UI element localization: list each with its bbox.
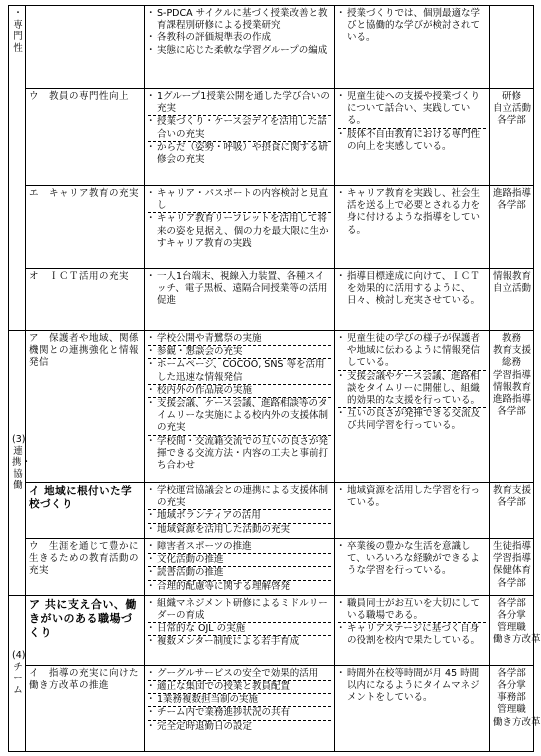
- note-line: 各学部: [497, 497, 526, 509]
- note-line: 管理職: [497, 704, 526, 716]
- list-item: ・ 職員同士がお互いを大切にしている職場である。: [338, 598, 486, 623]
- list-item: ・ キャリア教育を実践し、社会生活を送る上で必要とされる力を身に付けるような指導をしている。: [338, 188, 486, 237]
- note-cell: [490, 6, 534, 89]
- list-item: ・ 指導目標達成に向けて、ＩＣＴを効果的に活用するように、日々、検討し充実させている。: [338, 271, 486, 308]
- list-item: ・ 支援会議、ケース会議、進路相談等のタイムリーな実施による校内外の支援体制の充実: [148, 398, 331, 436]
- note-line: 進路指導: [493, 188, 532, 199]
- table-row: [9, 89, 534, 186]
- note-line: 情報教育: [493, 271, 532, 282]
- action-list: [148, 598, 331, 649]
- note-line: 各学部: [497, 406, 526, 418]
- note-line: 総務: [501, 357, 521, 369]
- evaluation-cell: [335, 6, 490, 89]
- action-list: [148, 271, 331, 308]
- list-item: ・ キャリア・パスポートの内容検討と見直し: [148, 188, 331, 213]
- evaluation-cell: [335, 665, 490, 751]
- list-item: ・ キャリア教育リーフレットを活用して将来の姿を見据え、個の力を最大限に生かすキャリア教育の実践: [148, 213, 331, 250]
- item-cell: ア 保護者や地域、関係機関との連携強化と情報発信: [26, 331, 145, 483]
- note-line: 働き方改革: [493, 716, 541, 728]
- table-row: [9, 483, 534, 539]
- note-cell: [490, 595, 541, 665]
- item-cell: ウ 生涯を通じて豊かに生きるための教育活動の充実: [26, 539, 145, 596]
- category-cell-expertise: [9, 6, 26, 331]
- note-line: 学習指導: [493, 369, 532, 381]
- evaluation-cell: [335, 595, 490, 665]
- item-cell: ウ 教員の専門性向上: [26, 89, 145, 186]
- list-item: ・ キャリアステージに基づく自身の役割を校内で果たしている。: [338, 623, 486, 647]
- actions-cell: [145, 6, 335, 89]
- list-item: ・ 障害者スポーツの推進: [148, 541, 331, 554]
- action-list: [148, 541, 331, 593]
- item-cell: オ ＩＣＴ活用の充実: [26, 269, 145, 331]
- note-line: 保健体育: [493, 565, 532, 577]
- note-line: 働き方改革: [493, 634, 541, 646]
- note-line: 情報教育: [493, 381, 532, 393]
- table-row: [9, 6, 534, 89]
- list-item: ・ 1業務複数担当制の実施: [148, 694, 331, 707]
- list-item: ・ 学校間・交流籍交流での互いの良さが発揮できる交流方法・内容の工夫と事前打ち合わせ: [148, 436, 331, 473]
- list-item: ・ 地域ボランティアの活用: [148, 510, 331, 523]
- action-list: [148, 91, 331, 166]
- list-item: ・ 合理的配慮等に関する理解啓発: [148, 581, 331, 593]
- list-item: ・ 実態に応じた柔軟な学習グループの編成: [148, 45, 331, 57]
- list-item: ・ 学校公開や青鷺祭の実施: [148, 333, 331, 346]
- list-item: ・ 複数メンター制度による若手育成: [148, 636, 331, 648]
- table-row: [9, 269, 534, 331]
- list-item: ・ グーグルサービスの安全で効果的活用: [148, 668, 331, 681]
- evaluation-list: [338, 668, 486, 705]
- action-list: [148, 668, 331, 733]
- list-item: ・ 互いの良さが発揮できる交流及び共同学習を行っている。: [338, 408, 486, 432]
- note-cell: [490, 89, 534, 186]
- evaluation-list: [338, 271, 486, 308]
- list-item: ・ 授業づくり・ケース会デイを活用した話合いの充実: [148, 116, 331, 141]
- action-list: [148, 485, 331, 536]
- table-row: [9, 331, 534, 483]
- list-item: ・ 文化活動の推進: [148, 554, 331, 567]
- list-item: ・ 地域資源を活用した学習を行っている。: [338, 485, 486, 509]
- list-item: ・ 支援会議やケース会議、進路相談をタイムリーに開催し、組織的効果的な支援を行っている。: [338, 371, 486, 409]
- evaluation-cell: [335, 89, 490, 186]
- note-line: 学習指導: [493, 553, 532, 565]
- table-row: [9, 595, 534, 665]
- note-line: 生徒指導: [493, 541, 532, 552]
- note-line: 教育支援: [493, 485, 532, 496]
- note-line: 自立活動: [493, 103, 532, 115]
- actions-cell: [145, 186, 335, 269]
- list-item: ・ S-PDCA サイクルに基づく授業改善と教育課程別研修による授業研究: [148, 8, 331, 32]
- action-list: [148, 333, 331, 472]
- list-item: ・ 卒業後の豊かな生活を意識して、いろいろな経験ができるような学習を行っている。: [338, 541, 486, 578]
- note-cell: [490, 539, 534, 596]
- evaluation-cell: [335, 186, 490, 269]
- note-line: 各学部: [497, 200, 526, 212]
- actions-cell: [145, 269, 335, 331]
- list-item: ・ 授業づくりでは、個別最適な学びと協働的な学びが検討されている。: [338, 8, 486, 45]
- list-item: ・ チーム内で業務進捗状況の共有: [148, 707, 331, 720]
- list-item: ・ からだ（姿勢・呼吸）や摂食に関する研修会の充実: [148, 142, 331, 166]
- evaluation-list: [338, 598, 486, 648]
- list-item: ・ 時間外在校等時間が月 45 時間以内になるようにタイムマネジメントをしている。: [338, 668, 486, 705]
- list-item: ・ 読書活動の推進: [148, 567, 331, 580]
- note-line: 各学部: [497, 115, 526, 127]
- list-item: ・ 日常的な OJL の実施: [148, 623, 331, 636]
- evaluation-cell: [335, 269, 490, 331]
- note-line: 各分掌: [497, 680, 526, 692]
- evaluation-list: [338, 485, 486, 509]
- list-item: ・ 校内外の作品展の実施: [148, 385, 331, 398]
- category-cell-collaboration: [9, 331, 32, 596]
- note-cell: [490, 331, 534, 483]
- list-item: ・ 地域資源を活用した活動の充実: [148, 524, 331, 536]
- item-cell: イ 指導の充実に向けた働き方改革の推進: [26, 665, 145, 751]
- list-item: ・ 児童生徒の学びの様子が保護者や地域に伝わるように情報発信している。: [338, 333, 486, 371]
- evaluation-cell: [335, 539, 490, 596]
- actions-cell: [145, 89, 335, 186]
- note-cell: [490, 665, 541, 751]
- table-row: [9, 186, 534, 269]
- list-item: ・ 参観・懇談会の充実: [148, 346, 331, 359]
- note-line: 管理職: [497, 622, 526, 634]
- note-cell: [490, 186, 534, 269]
- list-item: ・ ホームページ、COCOO, SNS 等を活用した迅速な情報発信: [148, 359, 331, 384]
- evaluation-list: [338, 541, 486, 578]
- item-cell: [26, 6, 145, 89]
- list-item: ・ 学校運営協議会との連携による支援体制の充実: [148, 485, 331, 510]
- evaluation-list: [338, 333, 486, 433]
- category-label: (3)連携・協働: [12, 434, 32, 492]
- list-item: ・ 児童生徒への支援や授業づくりについて話合い、実践している。: [338, 91, 486, 129]
- note-line: 事務部: [497, 692, 526, 704]
- category-cell-team: [9, 595, 26, 751]
- category-label: ・専門性: [13, 8, 23, 54]
- category-label: (4)チーム: [12, 650, 26, 696]
- note-line: 教育支援: [493, 345, 532, 357]
- list-item: ・ 適正な集団での授業と教員配置: [148, 681, 331, 694]
- note-cell: [490, 269, 534, 331]
- action-list: [148, 188, 331, 250]
- item-cell: ア 共に支え合い、働きがいのある職場づくり: [26, 595, 145, 665]
- list-item: ・ 組織マネジメント研修によるミドルリーダーの育成: [148, 598, 331, 623]
- school-plan-table: [8, 5, 541, 752]
- list-item: ・ 1グループ1授業公開を通した学び合いの充実: [148, 91, 331, 116]
- item-cell: エ キャリア教育の充実: [26, 186, 145, 269]
- note-line: 各学部: [497, 597, 526, 609]
- table-row: [9, 539, 534, 596]
- list-item: ・ 完全定時退勤日の設定: [148, 721, 331, 733]
- actions-cell: [145, 539, 335, 596]
- note-line: 進路指導: [493, 394, 532, 406]
- note-line: 各学部: [497, 577, 526, 589]
- actions-cell: [145, 483, 335, 539]
- evaluation-list: [338, 188, 486, 237]
- action-list: [148, 8, 331, 57]
- evaluation-cell: [335, 331, 490, 483]
- actions-cell: [145, 595, 335, 665]
- list-item: ・ 各教科の評価規準表の作成: [148, 32, 331, 44]
- evaluation-cell: [335, 483, 490, 539]
- evaluation-list: [338, 8, 486, 45]
- table-row: [9, 665, 534, 751]
- note-line: 研修: [501, 91, 521, 102]
- list-item: ・ 肢体不自由教育における専門性の向上を実感している。: [338, 129, 486, 153]
- evaluation-list: [338, 91, 486, 153]
- item-cell: イ 地域に根付いた学校づくり: [26, 483, 145, 539]
- actions-cell: [145, 331, 335, 483]
- note-line: 各分掌: [497, 610, 526, 622]
- note-line: 自立活動: [493, 283, 532, 295]
- note-line: 教務: [501, 333, 521, 344]
- note-line: 各学部: [497, 667, 526, 679]
- list-item: ・ 一人1台端末、視線入力装置、各種スイッチ、電子黒板、遠隔合同授業等の活用促進: [148, 271, 331, 308]
- actions-cell: [145, 665, 335, 751]
- note-cell: [490, 483, 534, 539]
